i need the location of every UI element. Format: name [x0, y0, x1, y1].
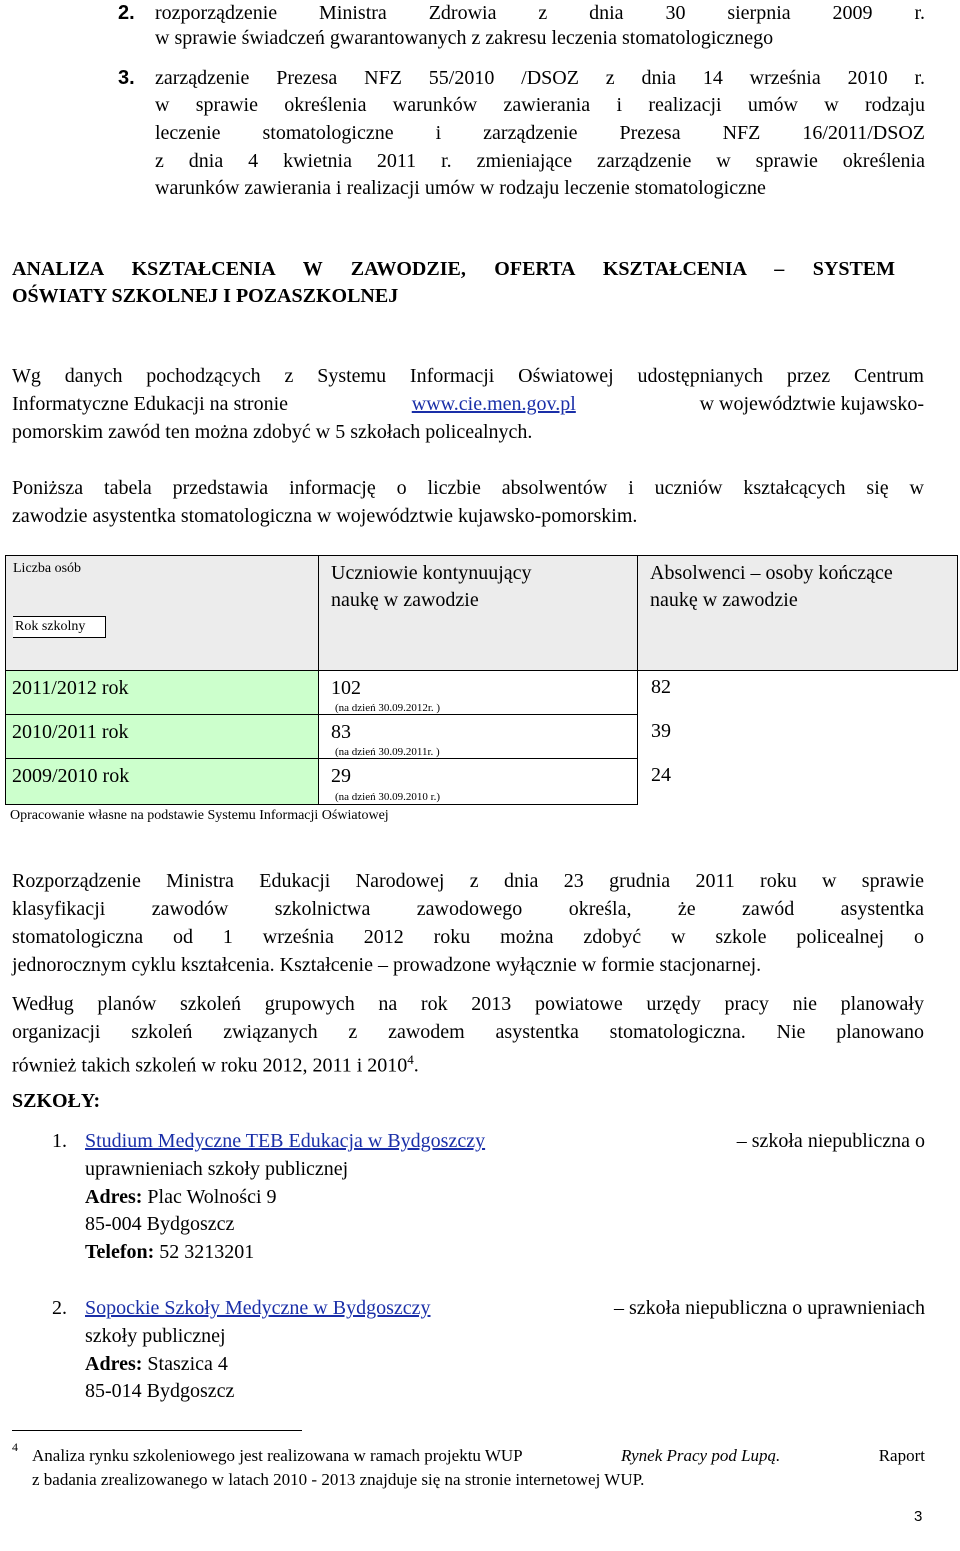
school-postal: 85-004 Bydgoszcz [85, 1213, 235, 1235]
students-date-note: (na dzień 30.09.2011r. ) [335, 746, 440, 758]
school-postal: 85-014 Bydgoszcz [85, 1380, 235, 1402]
school-link[interactable]: Sopockie Szkoły Medyczne w Bydgoszczy [85, 1297, 431, 1319]
graduates-value: 24 [651, 764, 671, 786]
header-text: naukę w zawodzie [650, 589, 798, 611]
list-number: 2. [118, 2, 135, 24]
list-item-text: w sprawie świadczeń gwarantowanych z zakresu leczenia stomatologicznego [155, 27, 774, 49]
phone-value: 52 3213201 [159, 1241, 255, 1263]
paragraph-line [12, 393, 924, 415]
year-cell: 2009/2010 rok [12, 765, 130, 787]
paragraph-line: klasyfikacji zawodów szkolnictwa zawodowego określa, że zawód asystentka [12, 898, 924, 920]
table-source: Opracowanie własne na podstawie Systemu Informacji Oświatowej [10, 808, 389, 823]
year-cell: 2010/2011 rok [12, 721, 129, 743]
table-row-year [5, 758, 319, 805]
header-text: Uczniowie kontynuujący [331, 562, 532, 584]
school-desc: – szkoła niepubliczna o uprawnieniach [614, 1297, 925, 1319]
address-value: Staszica 4 [147, 1353, 228, 1375]
corner-top-label: Liczba osób [13, 561, 82, 576]
school-desc: uprawnieniach szkoły publicznej [85, 1158, 349, 1180]
table-row-year [5, 670, 319, 715]
paragraph-line: Według planów szkoleń grupowych na rok 2013 powiatowe urzędy pracy nie planowały [12, 993, 924, 1015]
students-date-note: (na dzień 30.09.2010 r.) [335, 791, 441, 803]
list-item-text: rozporządzenie Ministra Zdrowia z dnia 30 sierpnia 2009 r. [155, 2, 925, 24]
school-desc: – szkoła niepubliczna o [736, 1130, 925, 1152]
graduates-value: 82 [651, 676, 671, 698]
table-header-students [318, 555, 638, 671]
address-label: Adres: [85, 1353, 143, 1375]
list-number: 3. [118, 67, 135, 89]
paragraph-line: pomorskim zawód ten można zdobyć w 5 szkołach policealnych. [12, 421, 533, 443]
table-row-students [318, 714, 638, 759]
students-value: 29 [331, 765, 351, 787]
list-item-text: zarządzenie Prezesa NFZ 55/2010 /DSOZ z dnia 14 września 2010 r. [155, 67, 925, 89]
list-item-text: leczenie stomatologiczne i zarządzenie Prezesa NFZ 16/2011/DSOZ [155, 122, 925, 144]
school-address [85, 1186, 277, 1208]
corner-bottom-label: Rok szkolny [13, 616, 106, 638]
table-corner-cell [5, 555, 319, 671]
footnote-mark: 4 [12, 1440, 18, 1454]
heading-line: OŚWIATY SZKOLNEJ I POZASZKOLNEJ [12, 285, 399, 307]
footnote-line [32, 1446, 925, 1466]
schools-heading: SZKOŁY: [12, 1090, 101, 1112]
footnote-italic: Rynek Pracy pod Lupą. [621, 1446, 781, 1465]
table-header-graduates [637, 555, 958, 671]
paragraph-line: jednorocznym cyklu kształcenia. Kształcenie – prowadzone wyłącznie w formie stacjonarnej. [12, 954, 762, 976]
text: w województwie kujawsko- [699, 393, 924, 415]
school-line [85, 1130, 925, 1152]
text: również takich szkoleń w roku 2012, 2011 i 2010 [12, 1054, 408, 1077]
list-item-text: w sprawie określenia warunków zawierania i realizacji umów w rodzaju [155, 94, 925, 116]
list-item-text: z dnia 4 kwietnia 2011 r. zmieniające zarządzenie w sprawie określenia [155, 150, 925, 172]
school-phone [85, 1241, 254, 1263]
school-number: 2. [52, 1297, 67, 1319]
header-text: Absolwenci – osoby kończące [650, 562, 893, 584]
footnote-ref[interactable]: 4 [407, 1052, 414, 1067]
paragraph-line [12, 1049, 419, 1077]
footnote-divider [12, 1430, 302, 1431]
students-date-note: (na dzień 30.09.2012r. ) [335, 702, 441, 714]
students-value: 83 [331, 721, 351, 743]
cie-link[interactable]: www.cie.men.gov.pl [411, 393, 576, 415]
footnote-line: z badania zrealizowanego w latach 2010 - 2013 znajduje się na stronie internetowej WUP. [32, 1470, 645, 1489]
paragraph-line: stomatologiczna od 1 września 2012 roku można zdobyć w szkole policealnej o [12, 926, 924, 948]
school-line [85, 1297, 925, 1319]
heading-line: ANALIZA KSZTAŁCENIA W ZAWODZIE, OFERTA KSZTAŁCENIA – SYSTEM [12, 258, 895, 280]
year-cell: 2011/2012 rok [12, 677, 129, 699]
table-row-year [5, 714, 319, 759]
footnote-text: Analiza rynku szkoleniowego jest realizowana w ramach projektu WUP [32, 1446, 523, 1465]
list-item-text: warunków zawierania i realizacji umów w rodzaju leczenie stomatologiczne [155, 177, 766, 199]
paragraph-line: organizacji szkoleń związanych z zawodem asystentka stomatologiczna. Nie planowano [12, 1021, 924, 1043]
header-text: naukę w zawodzie [331, 589, 479, 611]
address-label: Adres: [85, 1186, 143, 1208]
paragraph-line: Wg danych pochodzących z Systemu Informacji Oświatowej udostępnianych przez Centrum [12, 365, 924, 387]
school-desc: szkoły publicznej [85, 1325, 226, 1347]
paragraph-line: Poniższa tabela przedstawia informację o liczbie absolwentów i uczniów kształcących się w [12, 477, 924, 499]
students-value: 102 [331, 677, 361, 699]
paragraph-line: Rozporządzenie Ministra Edukacji Narodowej z dnia 23 grudnia 2011 roku w sprawie [12, 870, 924, 892]
table-row-students [318, 670, 638, 715]
page-number: 3 [914, 1508, 923, 1525]
graduates-value: 39 [651, 720, 671, 742]
text: . [413, 1054, 419, 1077]
address-value: Plac Wolności 9 [147, 1186, 277, 1208]
school-address [85, 1353, 228, 1375]
text: Informatyczne Edukacji na stronie [12, 393, 288, 415]
school-number: 1. [52, 1130, 67, 1152]
footnote-text: Raport [878, 1446, 925, 1465]
table-row-students [318, 758, 638, 805]
paragraph-line: zawodzie asystentka stomatologiczna w województwie kujawsko-pomorskim. [12, 505, 638, 527]
school-link[interactable]: Studium Medyczne TEB Edukacja w Bydgoszczy [85, 1130, 486, 1152]
phone-label: Telefon: [85, 1241, 155, 1263]
